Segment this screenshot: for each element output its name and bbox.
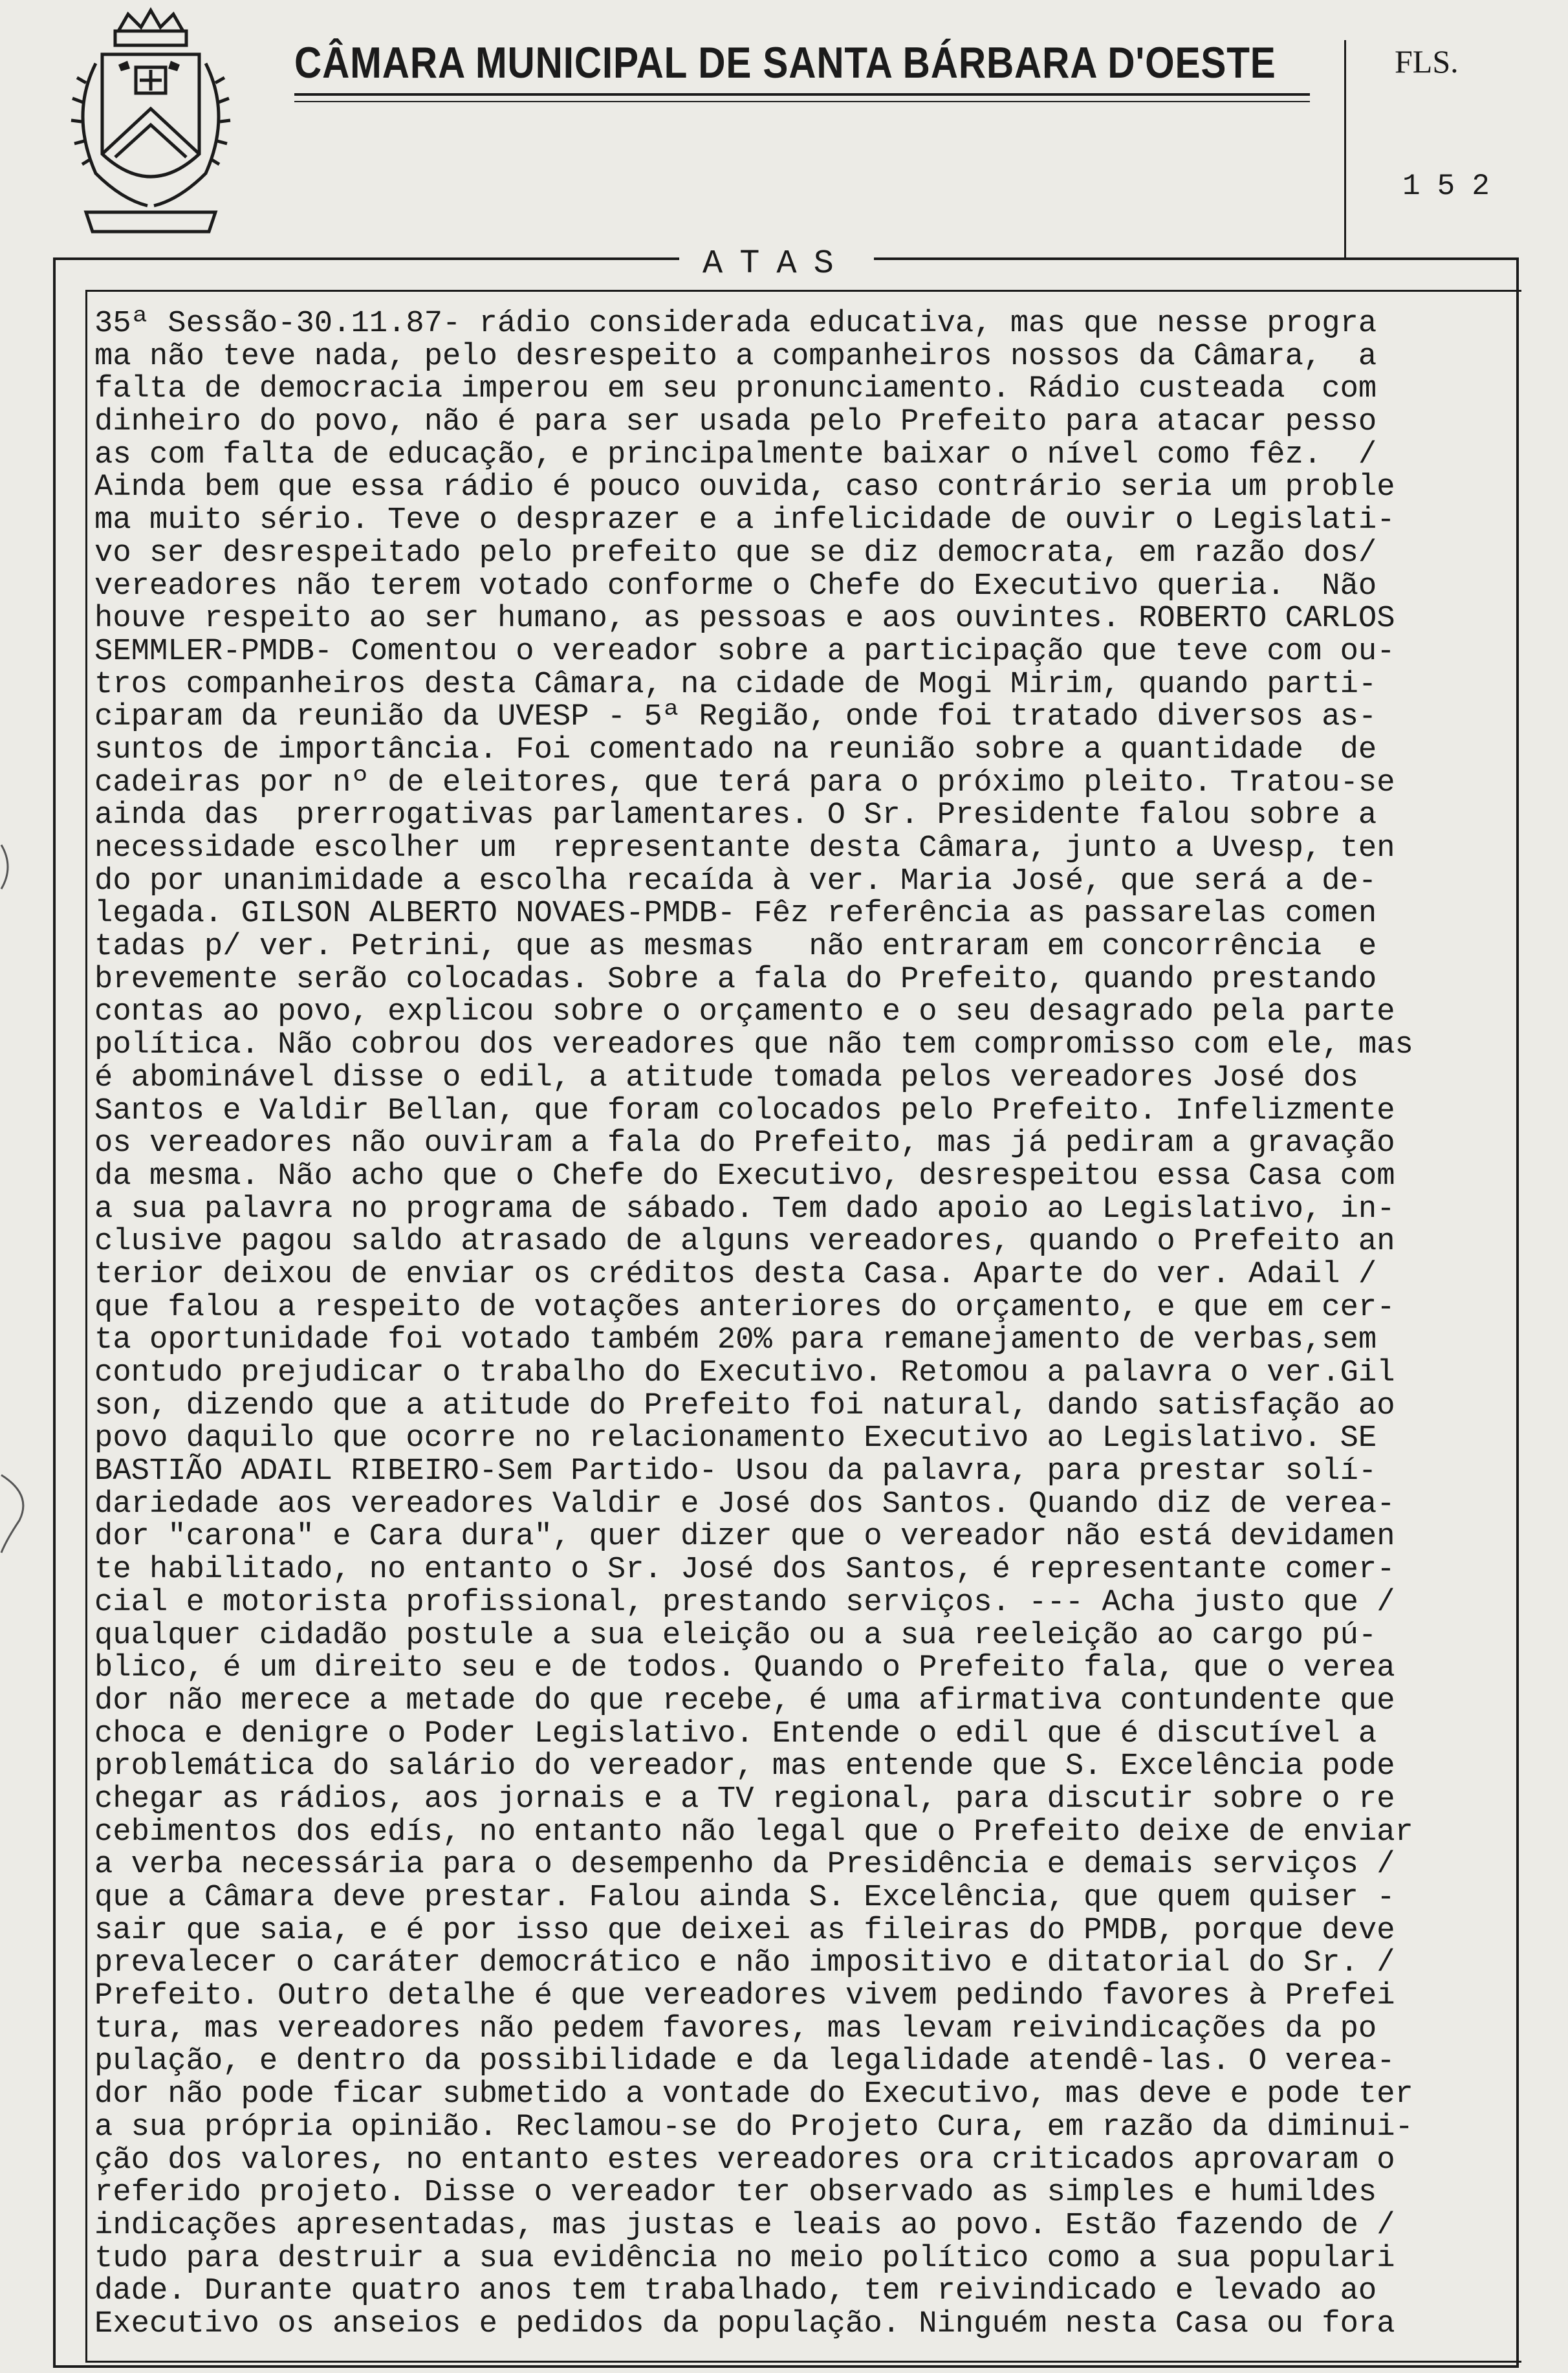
minutes-line: necessidade escolher um representante desta Câmara, junto a Uvesp, ten [94, 831, 1395, 866]
minutes-line: son, dizendo que a atitude do Prefeito foi natural, dando satisfação ao [94, 1388, 1395, 1423]
minutes-line: dariedade aos vereadores Valdir e José dos Santos. Quando diz de verea- [94, 1487, 1395, 1522]
minutes-line: sair que saia, e é por isso que deixei as fileiras do PMDB, porque deve [94, 1913, 1395, 1948]
minutes-line: dor não merece a metade do que recebe, é uma afirmativa contundente que [94, 1683, 1395, 1718]
minutes-line: as com falta de educação, e principalmente baixar o nível como fêz. / [94, 437, 1377, 472]
minutes-line: ciparam da reunião da UVESP - 5ª Região, onde foi tratado diversos as- [94, 700, 1377, 735]
minutes-line: tadas p/ ver. Petrini, que as mesmas não entraram em concorrência e [94, 930, 1377, 965]
minutes-line: blico, é um direito seu e de todos. Quando o Prefeito fala, que o verea [94, 1651, 1395, 1686]
header-divider [1344, 40, 1346, 257]
minutes-line: chegar as rádios, aos jornais e a TV regional, para discutir sobre o re [94, 1782, 1395, 1817]
minutes-line: clusive pagou saldo atrasado de alguns vereadores, quando o Prefeito an [94, 1225, 1395, 1260]
chamber-name-heading: CÂMARA MUNICIPAL DE SANTA BÁRBARA D'OESTE [294, 38, 1276, 87]
minutes-line: cial e motorista profissional, prestando serviços. --- Acha justo que / [94, 1585, 1395, 1620]
minutes-line: a sua própria opinião. Reclamou-se do Projeto Cura, em razão da diminui- [94, 2110, 1413, 2145]
minutes-line: dinheiro do povo, não é para ser usada pelo Prefeito para atacar pesso [94, 405, 1377, 440]
minutes-line: dor não pode ficar submetido a vontade do Executivo, mas deve e pode ter [94, 2077, 1413, 2112]
minutes-line: BASTIÃO ADAIL RIBEIRO-Sem Partido- Usou da palavra, para prestar solí- [94, 1454, 1377, 1489]
margin-mark [0, 841, 16, 893]
minutes-line: contas ao povo, explicou sobre o orçamento e o seu desagrado pela parte [94, 995, 1395, 1030]
minutes-line: qualquer cidadão postule a sua eleição ou a sua reeleição ao cargo pú- [94, 1618, 1377, 1653]
minutes-line: política. Não cobrou dos vereadores que não tem compromisso com ele, mas [94, 1028, 1413, 1063]
minutes-line: brevemente serão colocadas. Sobre a fala do Prefeito, quando prestando [94, 962, 1377, 997]
header-rule-thin [294, 101, 1310, 102]
minutes-line: suntos de importância. Foi comentado na reunião sobre a quantidade de [94, 732, 1377, 767]
minutes-line: tros companheiros desta Câmara, na cidade de Mogi Mirim, quando parti- [94, 667, 1377, 702]
minutes-line: dor "carona" e Cara dura", quer dizer que o vereador não está devidamen [94, 1520, 1395, 1555]
minutes-line: referido projeto. Disse o vereador ter observado as simples e humildes [94, 2176, 1377, 2211]
minutes-line: te habilitado, no entanto o Sr. José dos Santos, é representante comer- [94, 1553, 1395, 1588]
minutes-line: problemática do salário do vereador, mas entende que S. Excelência pode [94, 1749, 1395, 1784]
minutes-line: prevalecer o caráter democrático e não impositivo e ditatorial do Sr. / [94, 1946, 1395, 1981]
minutes-line: que falou a respeito de votações anteriores do orçamento, e que em cer- [94, 1290, 1395, 1325]
margin-mark [0, 1469, 16, 1559]
minutes-line: pulação, e dentro da possibilidade e da legalidade atendê-las. O verea- [94, 2044, 1395, 2079]
minutes-line: ção dos valores, no entanto estes vereadores ora criticados aprovaram o [94, 2143, 1395, 2178]
minutes-line: tura, mas vereadores não pedem favores, mas levam reivindicações da po [94, 2011, 1377, 2046]
minutes-line: tudo para destruir a sua evidência no meio político como a sua populari [94, 2241, 1395, 2276]
minutes-line: os vereadores não ouviram a fala do Prefeito, mas já pediram a gravação [94, 1126, 1395, 1161]
minutes-line: ta oportunidade foi votado também 20% para remanejamento de verbas,sem [94, 1323, 1377, 1358]
minutes-line: cebimentos dos edís, no entanto não legal que o Prefeito deixe de enviar [94, 1815, 1413, 1850]
folio-number: 152 [1402, 170, 1507, 203]
minutes-line: terior deixou de enviar os créditos desta Casa. Aparte do ver. Adail / [94, 1257, 1377, 1292]
minutes-line: da mesma. Não acho que o Chefe do Executivo, desrespeitou essa Casa com [94, 1159, 1395, 1194]
minutes-line: vo ser desrespeitado pelo prefeito que se diz democrata, em razão dos/ [94, 536, 1377, 571]
minutes-line: SEMMLER-PMDB- Comentou o vereador sobre a participação que teve com ou- [94, 634, 1395, 669]
minutes-line: vereadores não terem votado conforme o Chefe do Executivo queria. Não [94, 569, 1377, 604]
minutes-line: a sua palavra no programa de sábado. Tem dado apoio ao Legislativo, in- [94, 1192, 1395, 1227]
folio-label: FLS. [1395, 43, 1459, 80]
minutes-text [94, 308, 1550, 2341]
minutes-line: a verba necessária para o desempenho da Presidência e demais serviços / [94, 1848, 1395, 1883]
minutes-line: ainda das prerrogativas parlamentares. O Sr. Presidente falou sobre a [94, 798, 1377, 833]
minutes-line: dade. Durante quatro anos tem trabalhado, tem reivindicado e levado ao [94, 2274, 1377, 2309]
minutes-line: povo daquilo que ocorre no relacionamento Executivo ao Legislativo. SE [94, 1421, 1377, 1456]
minutes-line: que a Câmara deve prestar. Falou ainda S. Excelência, que quem quiser - [94, 1881, 1395, 1915]
minutes-line: é abominável disse o edil, a atitude tomada pelos vereadores José dos [94, 1060, 1358, 1095]
minutes-line: indicações apresentadas, mas justas e leais ao povo. Estão fazendo de / [94, 2208, 1395, 2243]
minutes-line: choca e denigre o Poder Legislativo. Entende o edil que é discutível a [94, 1716, 1377, 1751]
section-title: ATAS [679, 241, 874, 287]
minutes-line: houve respeito ao ser humano, as pessoas e aos ouvintes. ROBERTO CARLOS [94, 602, 1395, 637]
minutes-line: cadeiras por nº de eleitores, que terá para o próximo pleito. Tratou-se [94, 765, 1395, 800]
minutes-line: Executivo os anseios e pedidos da população. Ninguém nesta Casa ou fora [94, 2306, 1395, 2341]
minutes-line: ma muito sério. Teve o desprazer e a infelicidade de ouvir o Legislati- [94, 503, 1395, 538]
minutes-line: Santos e Valdir Bellan, que foram colocados pelo Prefeito. Infelizmente [94, 1093, 1395, 1128]
minutes-line: ma não teve nada, pelo desrespeito a companheiros nossos da Câmara, a [94, 339, 1377, 374]
header-rule [294, 93, 1310, 96]
minutes-line: Ainda bem que essa rádio é pouco ouvida, caso contrário seria um proble [94, 470, 1395, 505]
minutes-line: do por unanimidade a escolha recaída à ver. Maria José, que será a de- [94, 864, 1377, 899]
minutes-line: legada. GILSON ALBERTO NOVAES-PMDB- Fêz referência as passarelas comen [94, 897, 1377, 932]
minutes-line: contudo prejudicar o trabalho do Executivo. Retomou a palavra o ver.Gil [94, 1356, 1395, 1390]
minutes-line: Prefeito. Outro detalhe é que vereadores vivem pedindo favores à Prefei [94, 1979, 1395, 2014]
coat-of-arms-icon [57, 5, 245, 251]
minutes-line: falta de democracia imperou em seu pronunciamento. Rádio custeada com [94, 372, 1377, 407]
minutes-line: 35ª Sessão-30.11.87- rádio considerada educativa, mas que nesse progra [94, 307, 1377, 341]
